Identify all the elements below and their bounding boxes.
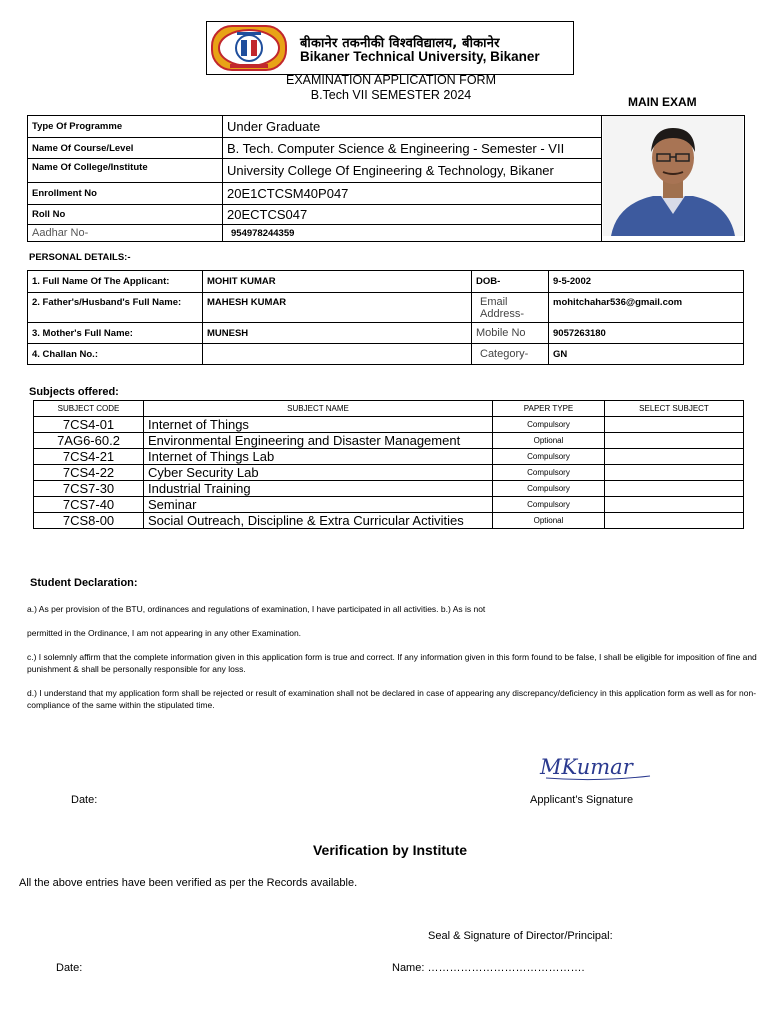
university-name-english: Bikaner Technical University, Bikaner [300, 49, 540, 64]
form-title: EXAMINATION APPLICATION FORM [286, 73, 496, 87]
declaration-clause-c: c.) I solemnly affirm that the complete information given in this application form is true and correct. If any information given in this form found to be false, I shall be eligible for imposition of fine and punishment & shall be personally responsible for any loss. [27, 652, 757, 674]
mother-name-label: 3. Mother's Full Name: [28, 323, 203, 344]
challan-label: 4. Challan No.: [28, 344, 203, 365]
verification-date-label: Date: [56, 962, 83, 974]
subject-code: 7CS7-30 [34, 481, 144, 497]
full-name-value: MOHIT KUMAR [203, 271, 472, 293]
college-value: University College Of Engineering & Technology, Bikaner [223, 159, 602, 183]
paper-type-header: PAPER TYPE [493, 401, 605, 417]
mobile-label: Mobile No [472, 323, 549, 344]
enrollment-label: Enrollment No [28, 183, 223, 205]
subject-name: Environmental Engineering and Disaster Management [144, 433, 493, 449]
declaration-clause-d: d.) I understand that my application form shall be rejected or result of examination shall not be declared in case of appearing any discrepancy/deficiency in this application form as well as for non-compliance of the same within the stipulated time. [27, 688, 757, 710]
personal-details-table [27, 270, 744, 365]
declaration-clause-a-continued: permitted in the Ordinance, I am not appearing in any other Examination. [27, 628, 302, 638]
svg-text:MKumar: MKumar [540, 755, 633, 779]
select-subject-cell[interactable] [605, 449, 744, 465]
email-label: Email Address- [472, 293, 549, 323]
select-subject-cell[interactable] [605, 433, 744, 449]
declaration-clause-a: a.) As per provision of the BTU, ordinances and regulations of examination, I have participated in all activities. b.) As is not [27, 604, 486, 614]
verification-heading: Verification by Institute [312, 842, 468, 858]
verification-statement: All the above entries have been verified as per the Records available. [19, 877, 358, 889]
select-subject-cell[interactable] [605, 465, 744, 481]
select-subject-cell[interactable] [605, 417, 744, 433]
paper-type: Compulsory [493, 417, 605, 433]
aadhar-value: 954978244359 [223, 225, 602, 242]
aadhar-label: Aadhar No- [28, 225, 223, 242]
subject-code: 7AG6-60.2 [34, 433, 144, 449]
paper-type: Optional [493, 513, 605, 529]
select-subject-header: SELECT SUBJECT [605, 401, 744, 417]
applicant-signature-image [538, 752, 653, 791]
email-value: mohitchahar536@gmail.com [549, 293, 744, 323]
college-label: Name Of College/Institute [28, 159, 223, 183]
programme-type-label: Type Of Programme [28, 116, 223, 138]
subject-code-header: SUBJECT CODE [34, 401, 144, 417]
paper-type: Optional [493, 433, 605, 449]
roll-no-label: Roll No [28, 204, 223, 225]
mother-name-value: MUNESH [203, 323, 472, 344]
challan-value [203, 344, 472, 365]
subject-name: Internet of Things Lab [144, 449, 493, 465]
select-subject-cell[interactable] [605, 481, 744, 497]
table-row [34, 497, 744, 513]
father-name-label: 2. Father's/Husband's Full Name: [28, 293, 203, 323]
paper-type: Compulsory [493, 449, 605, 465]
subject-code: 7CS4-01 [34, 417, 144, 433]
subject-code: 7CS7-40 [34, 497, 144, 513]
applicant-photo [602, 116, 745, 242]
declaration-date-label: Date: [71, 794, 98, 806]
subjects-table [33, 400, 744, 529]
enrollment-value: 20E1CTCSM40P047 [223, 183, 602, 205]
mobile-value: 9057263180 [549, 323, 744, 344]
subject-name: Social Outreach, Discipline & Extra Curricular Activities [144, 513, 493, 529]
category-label: Category- [472, 344, 549, 365]
roll-no-value: 20ECTCS047 [223, 204, 602, 225]
category-value: GN [549, 344, 744, 365]
select-subject-cell[interactable] [605, 513, 744, 529]
subject-name: Internet of Things [144, 417, 493, 433]
personal-details-heading: PERSONAL DETAILS:- [29, 252, 131, 263]
table-row [34, 449, 744, 465]
programme-type-value: Under Graduate [223, 116, 602, 138]
verification-name-label: Name: ……………………………………. [392, 962, 585, 974]
university-logo [210, 24, 288, 72]
table-row [34, 513, 744, 529]
subject-name: Seminar [144, 497, 493, 513]
subject-name: Industrial Training [144, 481, 493, 497]
course-value: B. Tech. Computer Science & Engineering - Semester - VII [223, 137, 602, 159]
applicant-signature-label: Applicant’s Signature [530, 794, 634, 806]
declaration-heading: Student Declaration: [30, 577, 138, 589]
seal-signature-label: Seal & Signature of Director/Principal: [428, 930, 613, 942]
course-label: Name Of Course/Level [28, 137, 223, 159]
father-name-value: MAHESH KUMAR [203, 293, 472, 323]
exam-type-label: MAIN EXAM [628, 95, 697, 109]
table-row [34, 481, 744, 497]
programme-table [27, 115, 745, 242]
table-row [34, 417, 744, 433]
paper-type: Compulsory [493, 465, 605, 481]
subject-code: 7CS8-00 [34, 513, 144, 529]
full-name-label: 1. Full Name Of The Applicant: [28, 271, 203, 293]
subject-code: 7CS4-22 [34, 465, 144, 481]
university-name-hindi: बीकानेर तकनीकी विश्वविद्यालय, बीकानेर [300, 36, 500, 51]
paper-type: Compulsory [493, 497, 605, 513]
select-subject-cell[interactable] [605, 497, 744, 513]
form-subtitle: B.Tech VII SEMESTER 2024 [310, 88, 472, 102]
subject-name-header: SUBJECT NAME [144, 401, 493, 417]
dob-value: 9-5-2002 [549, 271, 744, 293]
subject-code: 7CS4-21 [34, 449, 144, 465]
table-row [34, 433, 744, 449]
table-row [34, 465, 744, 481]
dob-label: DOB- [472, 271, 549, 293]
subjects-heading: Subjects offered: [29, 386, 119, 398]
paper-type: Compulsory [493, 481, 605, 497]
subject-name: Cyber Security Lab [144, 465, 493, 481]
